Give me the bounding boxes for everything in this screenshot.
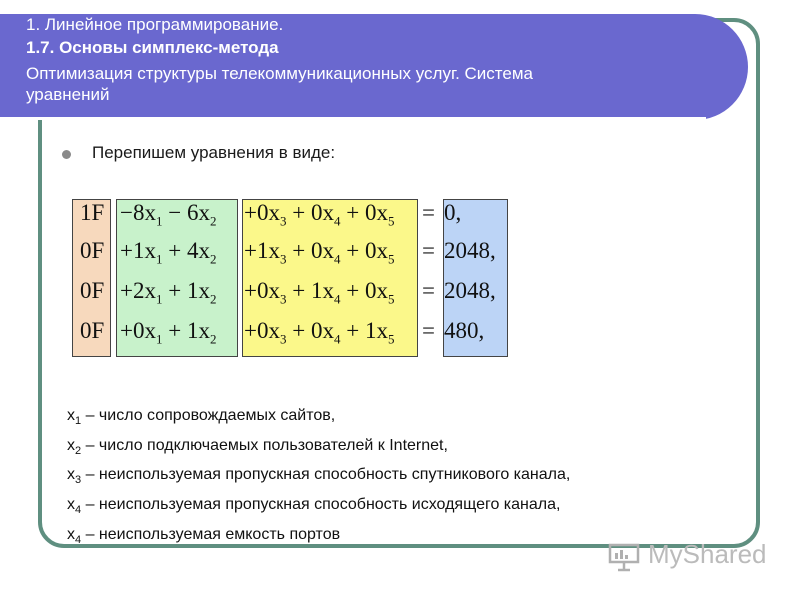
x3-x5-terms: $+0x_3 + 0x_4 + 1x_5$ (244, 318, 395, 347)
variable-definition: $x_1$ – число сопровождаемых сайтов, (67, 407, 336, 428)
header-line-4: уравнений (26, 85, 110, 104)
equation-row (80, 278, 520, 318)
bullet-icon (62, 150, 71, 159)
rhs-value: 0, (444, 200, 462, 225)
variable-definition: $x_2$ – число подключаемых пользователей к Internet, (67, 436, 448, 457)
variable-definitions (67, 404, 570, 552)
x1-x2-terms: $+0x_1 + 1x_2$ (120, 318, 217, 347)
x3-x5-terms: $+0x_3 + 1x_4 + 0x_5$ (244, 278, 395, 307)
variable-definition: $x_4$ – неиспользуемая емкость портов (67, 525, 341, 546)
f-coefficient: 0F (80, 238, 105, 263)
f-coefficient: 0F (80, 318, 105, 343)
equation-row (80, 318, 520, 358)
x3-x5-terms: $+0x_3 + 0x_4 + 0x_5$ (244, 200, 395, 229)
header-line-2: 1.7. Основы симплекс-метода (26, 38, 279, 57)
equals-sign: = (422, 238, 435, 263)
rhs-value: 2048, (444, 278, 496, 303)
x3-x5-terms: $+1x_3 + 0x_4 + 0x_5$ (244, 238, 395, 267)
rhs-value: 2048, (444, 238, 496, 263)
equation-row (80, 200, 520, 240)
watermark-logo (606, 538, 776, 574)
f-coefficient: 0F (80, 278, 105, 303)
header-line-3: Оптимизация структуры телекоммуникационных услуг. Система (26, 64, 533, 83)
f-coefficient: 1F (80, 200, 105, 225)
equals-sign: = (422, 200, 435, 225)
variable-definition: $x_4$ – неиспользуемая пропускная способность исходящего канала, (67, 496, 561, 517)
rhs-value: 480, (444, 318, 485, 343)
slide-header (0, 14, 748, 120)
equals-sign: = (422, 278, 435, 303)
watermark-text: MyShared (648, 539, 767, 569)
header-line-1: 1. Линейное программирование. (26, 15, 284, 34)
equals-sign: = (422, 318, 435, 343)
x1-x2-terms: $+2x_1 + 1x_2$ (120, 278, 217, 307)
x1-x2-terms: $+1x_1 + 4x_2$ (120, 238, 217, 267)
presentation-board-icon (608, 542, 642, 572)
bullet-text: Перепишем уравнения в виде: (92, 143, 336, 162)
x1-x2-terms: $-8x_1 - 6x_2$ (120, 200, 217, 229)
header-divider (0, 117, 706, 120)
variable-definition: $x_3$ – неиспользуемая пропускная способность спутникового канала, (67, 466, 571, 487)
equation-row (80, 238, 520, 278)
